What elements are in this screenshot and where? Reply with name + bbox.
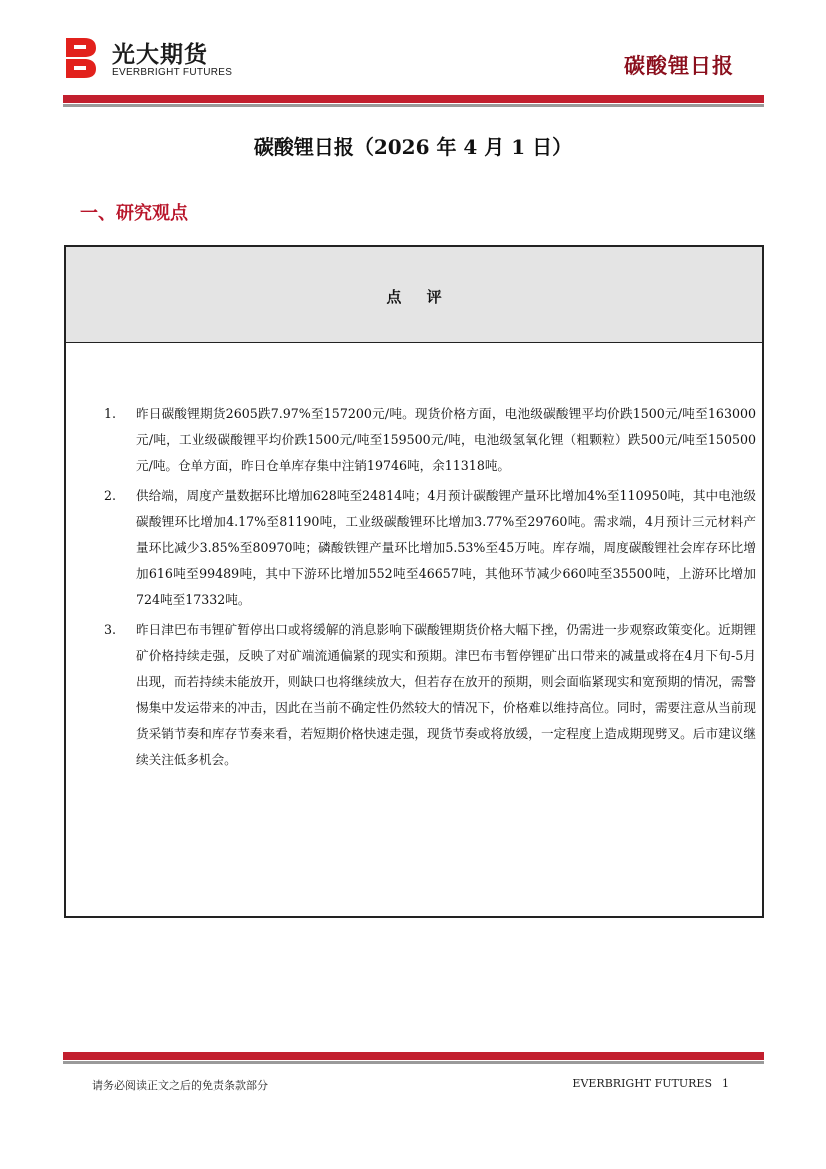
report-name: 碳酸锂日报 <box>624 54 734 78</box>
everbright-logo-icon <box>64 36 98 80</box>
item-number: 1. <box>104 406 117 421</box>
section-heading: 一、研究观点 <box>80 203 188 224</box>
header-divider-red <box>63 95 764 103</box>
logo-chinese-name: 光大期货 <box>112 42 208 68</box>
logo-english-name: EVERBRIGHT FUTURES <box>112 67 233 78</box>
footer-company: EVERBRIGHT FUTURES <box>572 1077 712 1090</box>
footer-disclaimer: 请务必阅读正文之后的免责条款部分 <box>92 1079 268 1092</box>
footer-divider-grey <box>63 1061 764 1064</box>
review-items <box>104 401 756 777</box>
document-title: 碳酸锂日报（2026 年 4 月 1 日） <box>253 135 573 159</box>
review-box <box>64 245 764 918</box>
item-text: 昨日碳酸锂期货2605跌7.97%至157200元/吨。现货价格方面，电池级碳酸锂平均价跌1500元/吨至163000元/吨，工业级碳酸锂平均价跌1500元/吨至159500元/吨，电池级氢氧化锂（粗颗粒）跌500元/吨至150500元/吨。仓单方面，昨日仓单库存集中注销19746吨，余11318吨。 <box>136 406 756 473</box>
review-box-header <box>66 247 762 343</box>
item-text: 昨日津巴布韦锂矿暂停出口或将缓解的消息影响下碳酸锂期货价格大幅下挫，仍需进一步观察政策变化。近期锂矿价格持续走强，反映了对矿端流通偏紧的现实和预期。津巴布韦暂停锂矿出口带来的减量或将在4月下旬-5月出现，而若持续未能放开，则缺口也将继续放大，但若存在放开的预期，则会面临紧现实和宽预期的情况，需警惕集中发运带来的冲击，因此在当前不确定性仍然较大的情况下，价格难以维持高位。同时，需要注意从当前现货采销节奏和库存节奏来看，若短期价格快速走强，现货节奏或将放缓，一定程度上造成期现劈叉。后市建议继续关注低多机会。 <box>136 622 756 767</box>
review-item <box>104 483 756 613</box>
footer-divider-red <box>63 1052 764 1060</box>
item-number: 2. <box>104 488 117 503</box>
review-item <box>104 617 756 773</box>
company-logo <box>64 34 244 82</box>
page-number: 1 <box>722 1077 729 1090</box>
item-number: 3. <box>104 622 117 637</box>
footer-info <box>572 1077 729 1090</box>
review-item <box>104 401 756 479</box>
item-text: 供给端，周度产量数据环比增加628吨至24814吨；4月预计碳酸锂产量环比增加4%至110950吨，其中电池级碳酸锂环比增加4.17%至81190吨，工业级碳酸锂环比增加3.77%至29760吨。需求端，4月预计三元材料产量环比减少3.85%至80970吨；磷酸铁锂产量环比增加5.53%至45万吨。库存端，周度碳酸锂社会库存环比增加616吨至99489吨，其中下游环比增加552吨至46657吨，其他环节减少660吨至35500吨，上游环比增加724吨至17332吨。 <box>136 488 756 607</box>
review-header-label: 点 评 <box>386 288 452 306</box>
header-divider-grey <box>63 104 764 107</box>
